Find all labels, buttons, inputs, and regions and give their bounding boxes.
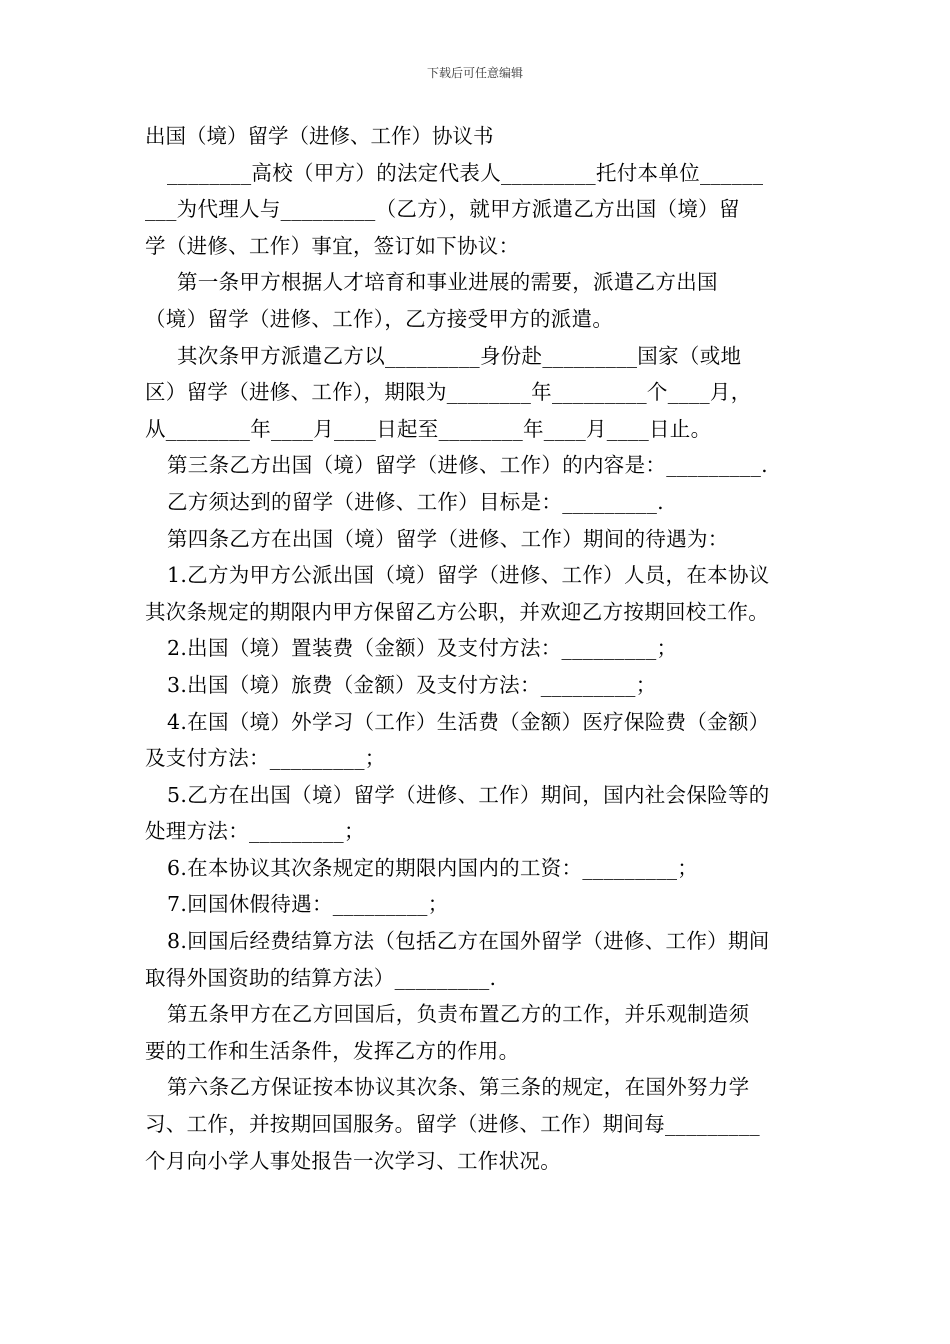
header-note: 下载后可任意编辑 <box>426 66 523 80</box>
text-line: 习、工作，并按期回国服务。留学（进修、工作）期间每_________ <box>145 1112 760 1137</box>
text-line: 及支付方法：_________； <box>145 746 386 771</box>
text-line: 6.在本协议其次条规定的期限内国内的工资：_________； <box>167 855 699 880</box>
text-line: 3.出国（境）旅费（金额）及支付方法：_________； <box>167 672 657 697</box>
text-line: 2.出国（境）置装费（金额）及支付方法：_________； <box>167 636 678 661</box>
text-line: （境）留学（进修、工作），乙方接受甲方的派遣。 <box>145 306 614 331</box>
text-line: 4.在国（境）外学习（工作）生活费（金额）医疗保险费（金额） <box>167 709 770 734</box>
text-line: 区）留学（进修、工作），期限为________年_________个____月， <box>145 380 752 405</box>
text-line: 取得外国资助的结算方法）_________. <box>145 965 497 990</box>
text-line: 第五条甲方在乙方回国后，负责布置乙方的工作，并乐观制造须 <box>167 1002 750 1027</box>
text-line: 8.回国后经费结算方法（包括乙方在国外留学（进修、工作）期间 <box>167 929 770 954</box>
text-line: ________高校（甲方）的法定代表人_________托付本单位______ <box>167 160 764 185</box>
text-line: 第六条乙方保证按本协议其次条、第三条的规定，在国外努力学 <box>167 1075 750 1100</box>
document-body <box>145 118 810 1179</box>
text-line: 第一条甲方根据人才培育和事业进展的需要，派遣乙方出国 <box>177 270 718 295</box>
text-line: 学（进修、工作）事宜，签订如下协议： <box>145 233 520 258</box>
text-line: 个月向小学人事处报告一次学习、工作状况。 <box>145 1148 561 1173</box>
text-line: 从________年____月____日起至________年____月____日止。 <box>145 416 712 441</box>
text-line: 要的工作和生活条件，发挥乙方的作用。 <box>145 1038 520 1063</box>
text-line: 第四条乙方在出国（境）留学（进修、工作）期间的待遇为： <box>167 526 729 551</box>
text-line: 其次条规定的期限内甲方保留乙方公职，并欢迎乙方按期回校工作。 <box>145 599 769 624</box>
text-line: 处理方法：_________； <box>145 819 365 844</box>
text-line: 第三条乙方出国（境）留学（进修、工作）的内容是：_________. <box>167 453 768 478</box>
text-line: ___为代理人与_________（乙方），就甲方派遣乙方出国（境）留 <box>145 197 740 222</box>
document-title: 出国（境）留学（进修、工作）协议书 <box>145 124 494 148</box>
text-line: 1.乙方为甲方公派出国（境）留学（进修、工作）人员，在本协议 <box>167 563 770 588</box>
text-line: 7.回国休假待遇：_________； <box>167 892 449 917</box>
text-line: 其次条甲方派遣乙方以_________身份赴_________国家（或地 <box>177 343 742 368</box>
text-line: 5.乙方在出国（境）留学（进修、工作）期间，国内社会保险等的 <box>167 782 770 807</box>
text-line: 乙方须达到的留学（进修、工作）目标是：_________. <box>167 489 664 514</box>
